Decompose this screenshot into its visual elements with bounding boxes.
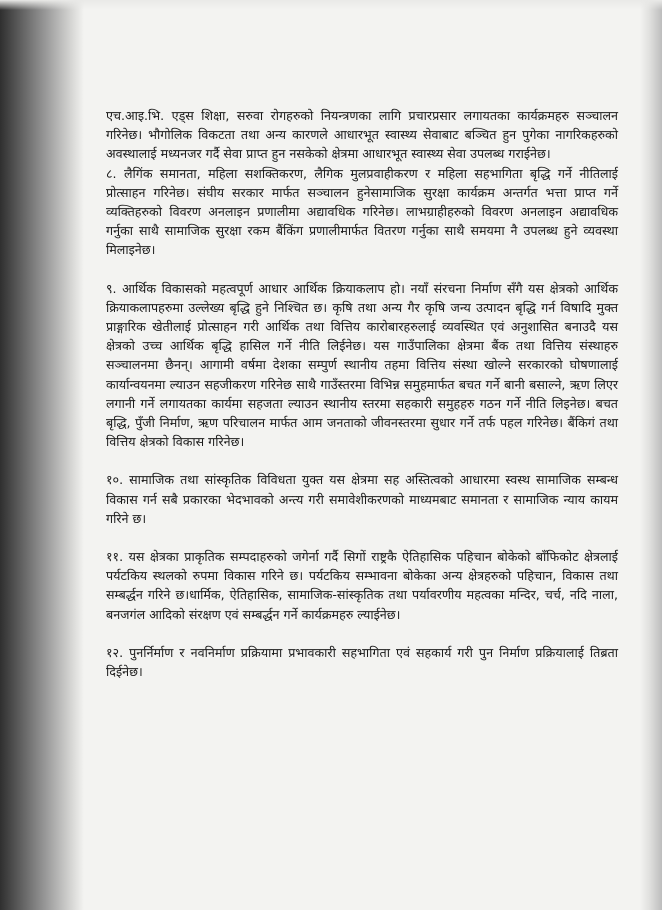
paragraph-hiv-health: एच.आइ.भि. एड्स शिक्षा, सरुवा रोगहरुको नियन्त्रणका लागि प्रचारप्रसार लगायतका कार्यक्रमहरु सञ्चालन गरिनेछ। भौगोलिक विकटता तथा अन्य कारणले आधारभूत स्वास्थ्य सेवाबाट बञ्चित हुन पुगेका नागरिकहरुको अवस्थालाई मध्यनजर गर्दै सेवा प्राप्त हुन नसकेको क्षेत्रमा आधारभूत स्वास्थ्य सेवा उपलब्ध गराईनेछ। xyxy=(106,108,618,162)
book-binding-shadow xyxy=(0,0,84,910)
paragraph-10-social-diversity: १०. सामाजिक तथा सांस्कृतिक विविधता युक्त यस क्षेत्रमा सह अस्तित्वको आधारमा स्वस्थ सामाजिक सम्बन्ध विकास गर्न सबै प्रकारका भेदभावको अन्त्य गरी समावेशीकरणको माध्यमबाट समानता र सामाजिक न्याय कायम गरिने छ। xyxy=(106,472,618,526)
paragraph-spacer xyxy=(106,624,618,643)
paragraph-spacer xyxy=(106,451,618,470)
paragraph-8-gender-equality: ८. लैगिंक समानता, महिला सशक्तिकरण, लैगिक मुलप्रवाहीकरण र महिला सहभागिता बृद्धि गर्ने नीतिलाई प्रोत्साहन गरिनेछ। संघीय सरकार मार्फत सञ्चालन हुनेसामाजिक सुरक्षा कार्यक्रम अन्तर्गत भत्ता प्राप्त गर्ने व्यक्तिहरुको विवरण अनलाइन प्रणालीमा अद्यावधिक गरिनेछ। लाभग्राहीहरुको विवरण अनलाइन अद्यावधिक गर्नुका साथै सामाजिक सुरक्षा रकम बैंकिंग प्रणालीमार्फत वितरण गर्नुका साथै समयमा नै उपलब्ध हुने व्यवस्था मिलाइनेछ। xyxy=(106,165,618,258)
paragraph-12-reconstruction: १२. पुनर्निर्माण र नवनिर्माण प्रक्रियामा प्रभावकारी सहभागिता एवं सहकार्य गरी पुन निर्माण प्रक्रियालाई तिब्रता दिईनेछ। xyxy=(106,644,618,680)
paragraph-9-economic-development: ९. आर्थिक विकासको महत्वपूर्ण आधार आर्थिक क्रियाकलाप हो। नयाँ संरचना निर्माण सँगै यस क्षेत्रको आर्थिक क्रियाकलापहरुमा उल्लेख्य बृद्धि हुने निश्चित छ। कृषि तथा अन्य गैर कृषि जन्य उत्पादन बृद्धि गर्न विषादि मुक्त प्राङ्गारिक खेतीलाई प्रोत्साहन गरी आर्थिक तथा वित्तिय कारोबारहरुलाई व्यवस्थित एवं अनुशासित बनाउदै यस क्षेत्रको उच्च आर्थिक बृद्धि हासिल गर्ने नीति लिईनेछ। यस गाउँपालिका क्षेत्रमा बैंक तथा वित्तिय संस्थाहरु सञ्चालनमा छैनन्। आगामी वर्षमा देशका सम्पुर्ण स्थानीय तहमा वित्तिय संस्था खोल्ने सरकारको घोषणालाई कार्यान्वयनमा ल्याउन सहजीकरण गरिनेछ साथै गाउँस्तरमा विभिन्न समुहमार्फत बचत गर्ने बानी बसाल्ने, ऋण लिएर लगानी गर्ने लगायतका कार्यमा सहजता ल्याउन स्थानीय स्तरमा सहकारी समुहहरु गठन गर्ने नीति लिइनेछ। बचत बृद्धि, पुँजी निर्माण, ऋण परिचालन मार्फत आम जनताको जीवनस्तरमा सुधार गर्ने तर्फ पहल गरिनेछ। बैंकिगं तथा वित्तिय क्षेत्रको विकास गरिनेछ। xyxy=(106,280,618,450)
paragraph-11-tourism-heritage: ११. यस क्षेत्रका प्राकृतिक सम्पदाहरुको जगेर्ना गर्दै सिगों राष्ट्रकै ऐतिहासिक पहिचान बोकेको बाँफिकोट क्षेत्रलाई पर्यटकिय स्थलको रुपमा विकास गरिने छ। पर्यटकिय सम्भावना बोकेका अन्य क्षेत्रहरुको पहिचान, विकास तथा सम्बर्द्धन गरिने छ।धार्मिक, ऐतिहासिक, सामाजिक-सांस्कृतिक तथा पर्यावरणीय महत्वका मन्दिर, चर्च, नदि नाला, बनजगंल आदिको संरक्षण एवं सम्बर्द्धन गर्ने कार्यक्रमहरु ल्याईनेछ। xyxy=(106,549,618,622)
paragraph-spacer xyxy=(106,528,618,547)
document-body xyxy=(106,106,618,681)
paragraph-spacer xyxy=(106,260,618,279)
page-edge-shadow xyxy=(640,0,662,910)
page-top-edge xyxy=(0,0,662,10)
